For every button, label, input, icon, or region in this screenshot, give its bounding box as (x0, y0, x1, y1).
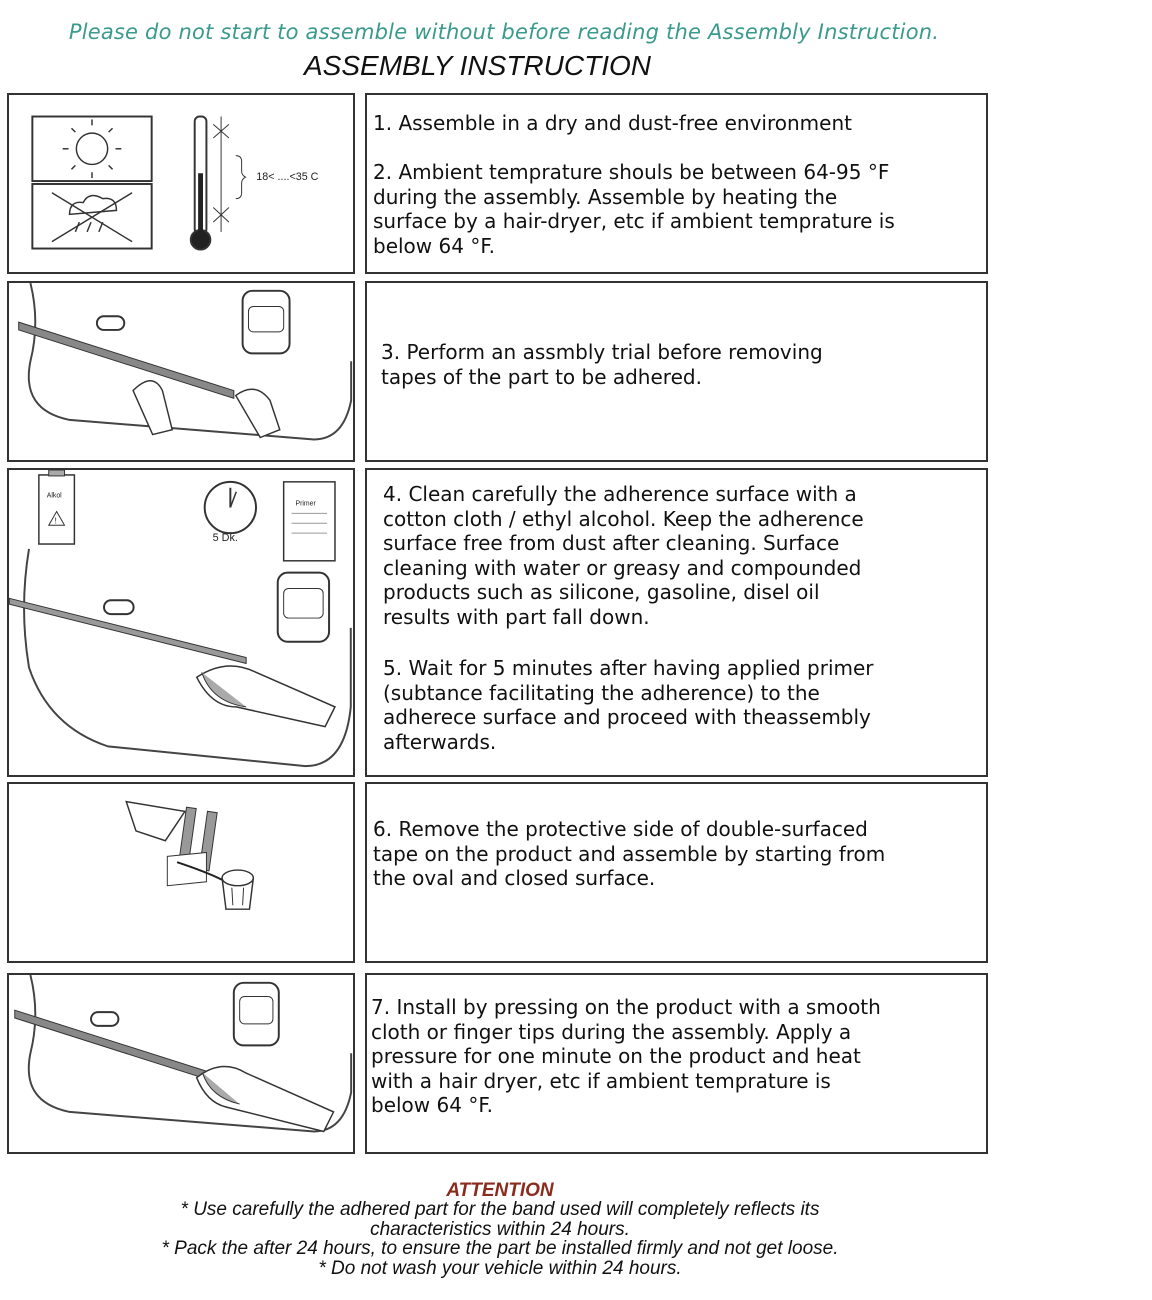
trial-fit-illustration (9, 283, 353, 460)
step-3-text: 3. Perform an assmbly trial before removing tapes of the part to be adhered. (381, 340, 823, 389)
step-6-text: 6. Remove the protective side of double-surfaced tape on the product and assemble by starting from the oval and closed surface. (373, 817, 886, 890)
trash-bin-icon (222, 870, 253, 909)
left-hand-icon (133, 381, 172, 435)
alcohol-bottle-icon (39, 470, 75, 544)
pressing-hand-icon (197, 1067, 334, 1132)
rain-box (32, 184, 151, 249)
trial-illustration-panel (7, 281, 355, 462)
page-title: ASSEMBLY INSTRUCTION (304, 50, 651, 81)
note-1-line-1: * Use carefully the adhered part for the band used will completely reflects its (180, 1199, 820, 1220)
sun-box (32, 117, 151, 182)
step-panel-4-5 (365, 468, 988, 777)
reading-warning: Please do not start to assemble without before reading the Assembly Instruction. (68, 20, 940, 44)
step-panel-3 (365, 281, 988, 462)
thermo-range-label: 18< ....<35 C (256, 171, 319, 184)
step-panel-1-2 (365, 93, 988, 274)
step-panel-7 (365, 973, 988, 1154)
right-hand-icon (236, 389, 280, 437)
svg-text:5 Dk.: 5 Dk. (212, 532, 238, 545)
install-pressing-illustration (9, 975, 353, 1152)
sun-icon (63, 119, 122, 178)
tape-removal-illustration (9, 784, 353, 961)
step-5-text: 5. Wait for 5 minutes after having applied primer (subtance facilitating the adherence) to the adherece surface and proceed with theassembly afterwards. (383, 656, 874, 754)
install-illustration-panel (7, 973, 355, 1154)
environment-illustration (9, 95, 353, 272)
environment-illustration-panel (7, 93, 355, 274)
step-panel-6 (365, 782, 988, 963)
svg-text:Primer: Primer (295, 500, 316, 508)
attention-heading: ATTENTION (446, 1180, 554, 1201)
hand-icon (126, 802, 185, 841)
note-1-line-2: characteristics within 24 hours. (370, 1218, 630, 1240)
crossed-rain-icon (52, 193, 132, 242)
svg-text:!: ! (54, 516, 57, 526)
cleaning-illustration (9, 470, 353, 775)
step-2-text: 2. Ambient temprature shouls be between 64-95 °F during the assembly. Assemble by heating the surface by a hair-dryer, etc if ambient temprature is below 64 °F. (373, 160, 895, 258)
thermometer-icon (191, 117, 246, 250)
primer-sheet-icon (284, 482, 335, 561)
attention-notes (0, 1200, 1000, 1278)
wiping-hand-icon (197, 666, 335, 727)
note-2: * Pack the after 24 hours, to ensure the part be installed firmly and not get loose. (161, 1238, 839, 1259)
step-1-text: 1. Assemble in a dry and dust-free environment (373, 111, 852, 135)
step-7-text: 7. Install by pressing on the product with a smooth cloth or finger tips during the assembly. Apply a pressure for one minute on the product and heat with a hair dryer, etc if ambient temprature is below 64 °F. (371, 995, 881, 1117)
note-3: * Do not wash your vehicle within 24 hours. (318, 1257, 682, 1279)
svg-text:Alkol: Alkol (46, 492, 62, 500)
step-4-text: 4. Clean carefully the adherence surface with a cotton cloth / ethyl alcohol. Keep the adherence surface free from dust after cleaning. Surface cleaning with water or greasy and compounded products such as silicone, gasoline, disel oil results with part fall down. (383, 482, 864, 629)
tape-illustration-panel (7, 782, 355, 963)
cleaning-illustration-panel (7, 468, 355, 777)
timer-clock-icon (205, 482, 256, 544)
